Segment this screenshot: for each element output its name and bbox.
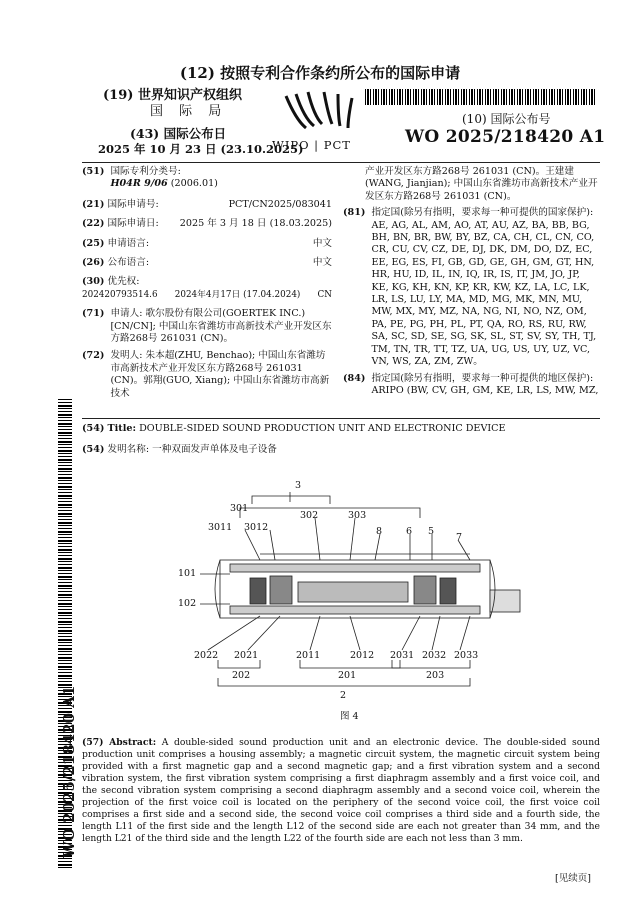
barcode-icon [365, 89, 597, 105]
divider [82, 162, 600, 163]
side-pub-number: WO 2025/218420 A1 [60, 685, 78, 858]
fig-label: 302 [300, 510, 319, 521]
fig-label: 2022 [194, 650, 219, 661]
fig-label: 201 [338, 670, 357, 681]
fig-label: 3 [295, 480, 302, 491]
bureau: 国 际 局 [150, 104, 228, 119]
document-title: (12) 按照专利合作条约所公布的国际申请 [179, 64, 461, 82]
fig-label: 5 [428, 526, 435, 537]
wipo-logo-icon [276, 88, 371, 136]
fig-label: 101 [178, 568, 197, 579]
fig-label: 2 [340, 690, 347, 701]
fig-label: 2031 [390, 650, 415, 661]
fig-label: 203 [426, 670, 445, 681]
abstract: (57) Abstract: A double-sided sound production unit and an electronic device. The double-sided sound production unit comprises a housing assembly; a magnetic circuit system, the magnetic circuit system being provided with a first magnetic gap and a second magnetic gap; and a first vibration system and a second vibration system, the first vibration system comprising a first diaphragm assembly and a first voice coil, and the second vibration system comprising a second diaphragm assembly and a second voice coil, wherein the projection of the first voice coil is located on the periphery of the second voice coil, the first voice coil comprises a first side and a second side, the second voice coil comprises a third side and a fourth side, the length L11 of the first side and the length L12 of the second side are each not greater than 34 mm, and the length L21 of the third side and the length L22 of the fourth side are each not less than 3 mm. [82, 737, 600, 844]
patent-figure [170, 478, 530, 703]
publication-number: WO 2025/218420 A1 [405, 127, 606, 147]
wipo-pct-text: WIPO | PCT [272, 138, 351, 152]
fig-label: 2021 [234, 650, 259, 661]
fig-label: 2011 [296, 650, 321, 661]
title-en: (54) Title: DOUBLE-SIDED SOUND PRODUCTION UNIT AND ELECTRONIC DEVICE [82, 423, 506, 434]
pub-date-label: (43) 国际公布日 [130, 126, 227, 141]
fig-label: 7 [456, 532, 463, 543]
fig-label: 2012 [350, 650, 375, 661]
pub-no-label: (10) 国际公布号 [462, 112, 551, 126]
organization: (19) 世界知识产权组织 [103, 88, 242, 103]
fig-label: 303 [348, 510, 367, 521]
fig-label: 102 [178, 598, 197, 609]
pub-date: 2025 年 10 月 23 日 (23.10.2025) [98, 142, 304, 156]
fig-label: 8 [376, 526, 383, 537]
continued-note: [见续页] [555, 873, 591, 884]
fig-label: 202 [232, 670, 251, 681]
bibliographic-left: (51) 国际专利分类号: H04R 9/06 (2006.01) (21) 国际申请号: PCT/CN2025/083041 (22) 国际申请日: 2025 年 3 月 18 日 (18.03.2025) (25) 申请语言: 中文 (26) 公布语言: 中文 (30) 优先权: 202420793514.6 2024年4月17日 (17.04.2024) CN (71) 申请人: 歌尔股份有限公司(GOERTEK INC.) [CN/CN]; 中国山东省潍坊市高新技术产业开发区东方路268号 261031 (CN)。 (72) 发明人: 朱本超(ZHU, Benchao); 中国山东省潍坊市高新技术产业开发区东方路268号 261031 (CN)。郭翔(GUO, Xiang); 中国山东省潍坊市高新技术 [82, 166, 332, 399]
fig-label: 6 [406, 526, 413, 537]
divider [82, 418, 600, 419]
fig-label: 2032 [422, 650, 447, 661]
fig-label: 3011 [208, 522, 233, 533]
bibliographic-right: 产业开发区东方路268号 261031 (CN)。王建建 (WANG, Jianjian); 中国山东省潍坊市高新技术产业开发区东方路268号 261031 (CN)。 (81) 指定国(除另有指明，要求每一种可提供的国家保护): AE, AG, AL, AM, AO, AT, AU, AZ, BA, BB, BG, BH, BN, BR, BW, BY, BZ, CA, CH, CL, CN, CO, CR, CU, CV, CZ, DE, DJ, DK, DM, DO, DZ, EC, EE, EG, ES, FI, GB, GD, GE, GH, GM, GT, HN, HR, HU, ID, IL, IN, IQ, IR, IS, IT, JM, JO, JP, KE, KG, KH, KN, KP, KR, KW, KZ, LA, LC, LK, LR, LS, LU, LY, MA, MD, MG, MK, MN, MU, MW, MX, MY, MZ, NA, NG, NI, NO, NZ, OM, PA, PE, PG, PH, PL, PT, QA, RO, RS, RU, RW, SA, SC, SD, SE, SG, SK, SL, ST, SV, SY, TH, TJ, TM, TN, TR, TT, TZ, UA, UG, US, UY, UZ, VC, VN, WS, ZA, ZM, ZW。 (84) 指定国(除另有指明，要求每一种可提供的地区保护): ARIPO (BW, CV, GH, GM, KE, LR, LS, MW, MZ, [343, 166, 599, 396]
fig-label: 2033 [454, 650, 479, 661]
title-cn: (54) 发明名称: 一种双面发声单体及电子设备 [82, 444, 277, 455]
fig-label: 301 [230, 503, 249, 514]
figure-caption: 图 4 [340, 711, 359, 722]
fig-label: 3012 [244, 522, 269, 533]
